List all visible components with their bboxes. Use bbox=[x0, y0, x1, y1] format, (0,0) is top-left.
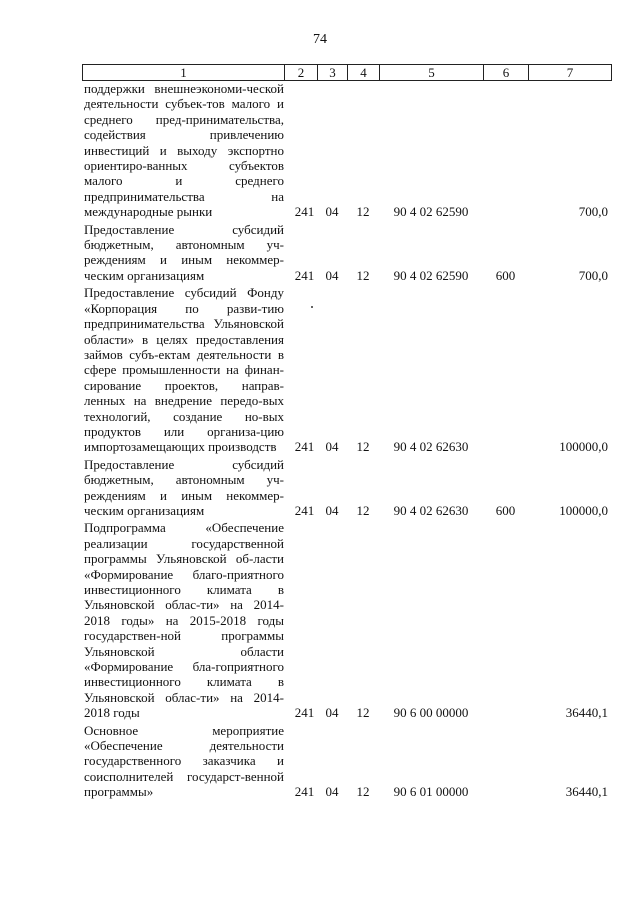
header-col-7: 7 bbox=[566, 64, 574, 80]
row-code-col2: 241 bbox=[294, 502, 315, 518]
header-col-3: 3 bbox=[318, 65, 348, 80]
table-row bbox=[82, 285, 610, 454]
row-code-col3: 04 bbox=[325, 204, 339, 220]
row-code-col3: 04 bbox=[325, 705, 339, 721]
row-code-col2: 241 bbox=[294, 204, 315, 220]
row-amount: 100000,0 bbox=[559, 502, 608, 518]
row-code-col3: 04 bbox=[325, 784, 339, 800]
row-code-col5: 90 4 02 62630 bbox=[393, 502, 469, 518]
scan-speck bbox=[311, 306, 313, 308]
header-col-6: 6 bbox=[484, 65, 529, 80]
row-code-col3: 04 bbox=[325, 267, 339, 283]
table-row bbox=[82, 520, 610, 720]
row-code-col2: 241 bbox=[294, 267, 315, 283]
row-code-col4: 12 bbox=[356, 784, 370, 800]
table-header bbox=[82, 64, 612, 81]
header-col-1: 1 bbox=[83, 65, 285, 80]
row-amount: 36440,1 bbox=[565, 705, 608, 721]
row-amount: 100000,0 bbox=[559, 439, 608, 455]
row-code-col5: 90 6 01 00000 bbox=[393, 784, 469, 800]
row-code-col6: 600 bbox=[495, 267, 516, 283]
row-code-col6: 600 bbox=[495, 502, 516, 518]
row-code-col5: 90 4 02 62590 bbox=[393, 204, 469, 220]
row-description: Основное мероприятие «Обеспечение деятельности государственного заказчика и соисполнителей государст-венной программы» bbox=[84, 722, 284, 800]
table-row bbox=[82, 81, 610, 220]
row-description: Предоставление субсидий Фонду «Корпорация по разви-тию предпринимательства Ульяновской области» в целях предоставления займов субъ-ектам деятельности в сфере промышленности на финан-сирование проектов, направ-ленных на внедрение передо-вых технологий, создание но-вых продуктов или организа-цию импортозамещающих производств bbox=[84, 285, 284, 455]
row-code-col4: 12 bbox=[356, 705, 370, 721]
table-row bbox=[82, 723, 610, 800]
row-code-col3: 04 bbox=[325, 439, 339, 455]
row-code-col2: 241 bbox=[294, 705, 315, 721]
row-amount: 700,0 bbox=[578, 204, 608, 220]
row-code-col5: 90 4 02 62630 bbox=[393, 439, 469, 455]
page-number: 74 bbox=[313, 32, 327, 47]
row-code-col4: 12 bbox=[356, 439, 370, 455]
row-code-col4: 12 bbox=[356, 267, 370, 283]
row-code-col2: 241 bbox=[294, 784, 315, 800]
row-code-col5: 90 6 00 00000 bbox=[393, 705, 469, 721]
table-row bbox=[82, 222, 610, 284]
row-code-col5: 90 4 02 62590 bbox=[393, 267, 469, 283]
row-code-col4: 12 bbox=[356, 204, 370, 220]
header-col-5: 5 bbox=[380, 65, 484, 80]
row-description: Подпрограмма «Обеспечение реализации государственной программы Ульяновской об-ласти «Формирование благо-приятного инвестиционного климата в Ульяновской облас-ти» на 2014-2018 годы» на 2015-2018 годы государствен-ной программы Ульяновской области «Формирование бла-гоприятного инвестиционного климата в Ульяновской облас-ти» на 2014-2018 годы bbox=[84, 520, 284, 721]
row-code-col2: 241 bbox=[294, 439, 315, 455]
row-code-col4: 12 bbox=[356, 502, 370, 518]
row-amount: 36440,1 bbox=[565, 784, 608, 800]
row-description: Предоставление субсидий бюджетным, автономным уч-реждениям и иным некоммер-ческим организациям bbox=[84, 456, 284, 518]
table-row bbox=[82, 457, 610, 519]
header-col-2: 2 bbox=[285, 65, 318, 80]
table-body bbox=[82, 81, 610, 800]
header-col-4: 4 bbox=[348, 65, 380, 80]
row-amount: 700,0 bbox=[578, 267, 608, 283]
row-description: поддержки внешнеэкономи-ческой деятельности субъек-тов малого и среднего пред-принимательства, содействия привлечению инвестиций и выходу экспортно ориентиро-ванных субъектов малого и среднего предпринимательства на международные рынки bbox=[84, 81, 284, 220]
row-description: Предоставление субсидий бюджетным, автономным уч-реждениям и иным некоммер-ческим организациям bbox=[84, 221, 284, 283]
row-code-col3: 04 bbox=[325, 502, 339, 518]
